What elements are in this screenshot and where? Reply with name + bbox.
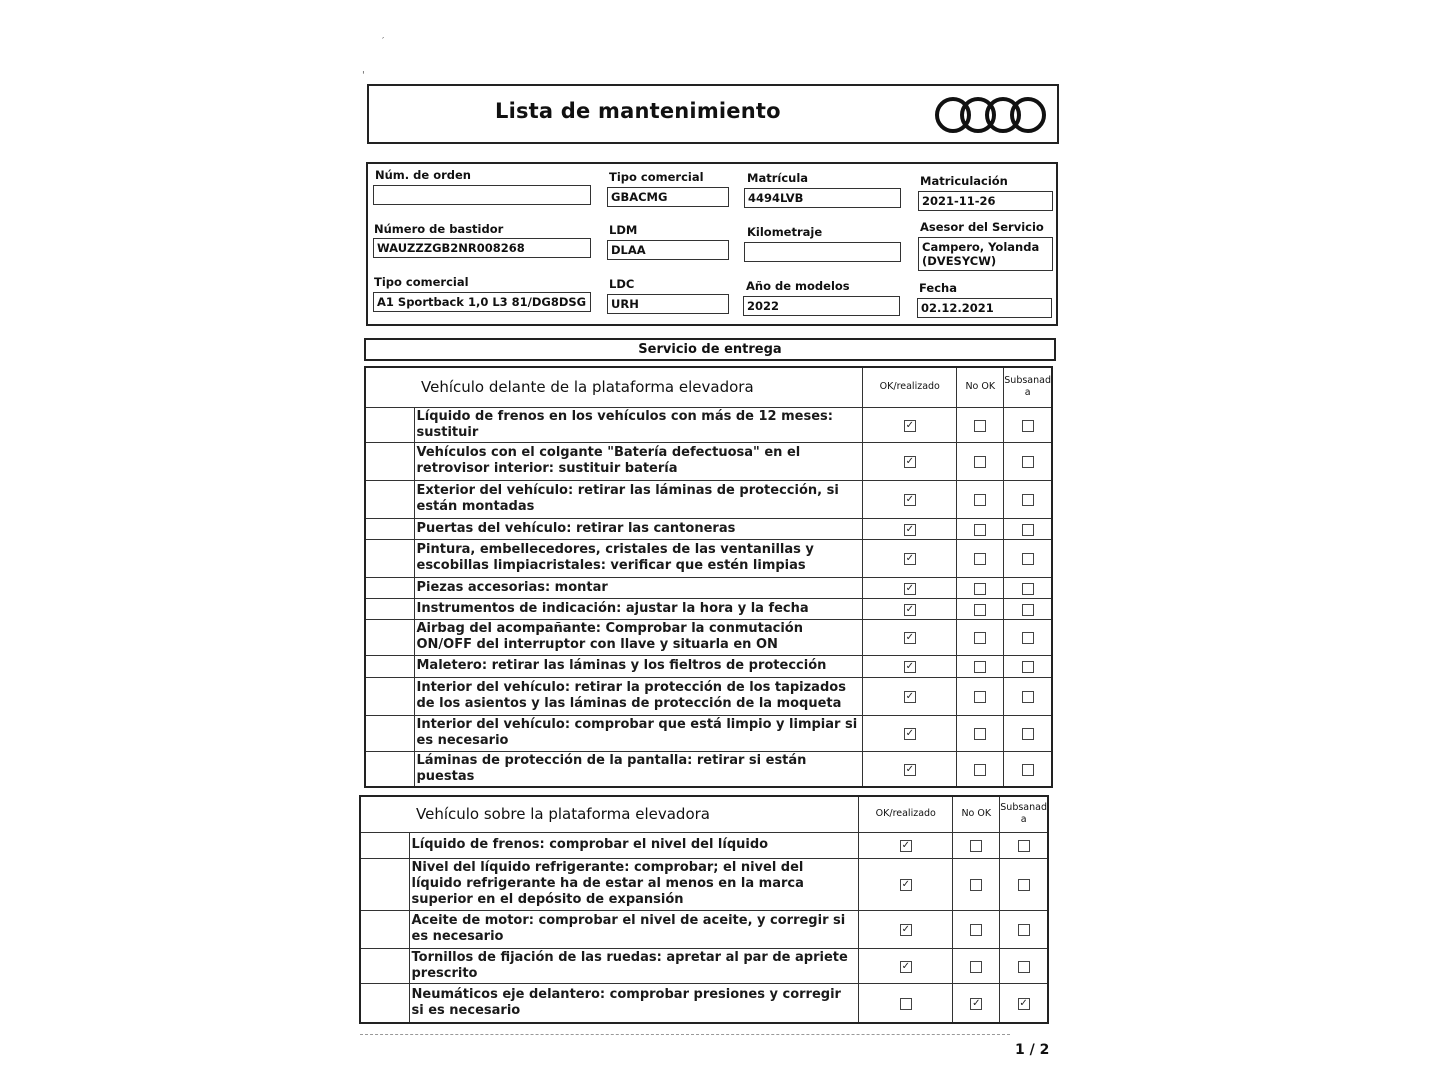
row-marker-cell [365,518,414,539]
cell-subsanado [1004,655,1052,677]
tipo-comercial-code-field[interactable]: GBACMG [607,187,729,207]
table-row [365,518,1052,539]
cell-ok [859,983,953,1023]
checkbox-subsanado[interactable] [1022,456,1034,468]
row-marker-cell [360,983,409,1023]
checkbox-ok[interactable] [900,998,912,1010]
page-number: 1 / 2 [1015,1042,1050,1058]
table-row [365,539,1052,577]
row-marker-cell [360,910,409,948]
task-description: Tornillos de fijación de las ruedas: apretar al par de apriete prescrito [409,948,859,983]
cell-no-ok [957,619,1004,655]
task-description: Interior del vehículo: retirar la protección de los tapizados de los asientos y las láminas de protección de la moqueta [414,677,863,715]
checkbox-no-ok[interactable] [974,661,986,673]
table-row [365,677,1052,715]
checkbox-subsanado[interactable] [1018,879,1030,891]
audi-logo-icon [933,95,1047,135]
cell-no-ok [957,677,1004,715]
cell-ok [863,480,957,518]
checkbox-no-ok[interactable] [974,456,986,468]
checked-checkbox-ok[interactable]: ✓ [901,879,910,890]
checked-checkbox-no-ok[interactable]: ✓ [972,997,981,1009]
table-title: Vehículo delante de la plataforma elevadora [365,367,863,407]
table-row [360,983,1048,1023]
checkbox-no-ok[interactable] [970,840,982,852]
cell-subsanado [1000,832,1048,858]
col-no-ok-header: No OK [953,796,1000,832]
cell-no-ok [957,655,1004,677]
cell-no-ok [957,442,1004,480]
cell-no-ok [953,910,1000,948]
task-description: Líquido de frenos: comprobar el nivel del líquido [409,832,859,858]
cell-subsanado [1004,480,1052,518]
cell-no-ok [957,751,1004,787]
checkbox-no-ok[interactable] [974,604,986,616]
cell-ok [859,832,953,858]
checkbox-subsanado[interactable] [1022,728,1034,740]
checked-checkbox-ok[interactable]: ✓ [905,553,914,564]
matriculacion-field[interactable]: 2021-11-26 [918,191,1053,211]
col-ok-header: OK/realizado [859,796,953,832]
checkbox-no-ok[interactable] [974,728,986,740]
cell-subsanado [1004,598,1052,619]
checkbox-subsanado[interactable] [1018,961,1030,973]
checkbox-no-ok[interactable] [974,494,986,506]
cell-subsanado [1004,751,1052,787]
cell-no-ok [957,480,1004,518]
checkbox-no-ok[interactable] [970,924,982,936]
cell-ok [859,910,953,948]
kilometraje-label: Kilometraje [747,225,823,239]
row-marker-cell [360,832,409,858]
cell-no-ok [953,858,1000,910]
asesor-field[interactable]: Campero, Yolanda (DVESYCW) [918,237,1053,271]
task-description: Interior del vehículo: comprobar que está limpio y limpiar si es necesario [414,715,863,751]
task-description: Neumáticos eje delantero: comprobar presiones y corregir si es necesario [409,983,859,1023]
cell-subsanado [1004,539,1052,577]
task-description: Nivel del líquido refrigerante: comprobar; el nivel del líquido refrigerante ha de estar al menos en la marca superior en el depósito de expansión [409,858,859,910]
task-description: Exterior del vehículo: retirar las láminas de protección, si están montadas [414,480,863,518]
col-subsanado-header: Subsanad a [1000,796,1048,832]
cell-ok [863,715,957,751]
checkbox-subsanado[interactable] [1022,583,1034,595]
footer-divider [360,1034,1010,1035]
checkbox-no-ok[interactable] [970,879,982,891]
cell-no-ok [953,948,1000,983]
cell-ok [863,677,957,715]
checked-checkbox-ok[interactable]: ✓ [905,456,914,467]
cell-ok [863,577,957,598]
checked-checkbox-ok[interactable]: ✓ [901,924,910,935]
table-row [365,480,1052,518]
vehicle-info-panel [366,162,1058,326]
table-row [360,832,1048,858]
kilometraje-field[interactable] [744,242,901,262]
col-subsanado-header: Subsanad a [1004,367,1052,407]
table-row [360,948,1048,983]
checkbox-no-ok[interactable] [974,553,986,565]
cell-no-ok [953,983,1000,1023]
checklist-table-front [364,366,1053,788]
table-row [365,655,1052,677]
cell-subsanado [1000,910,1048,948]
cell-subsanado [1004,518,1052,539]
cell-no-ok [957,518,1004,539]
table-row [365,442,1052,480]
table-row [365,598,1052,619]
row-marker-cell [365,619,414,655]
cell-no-ok [957,407,1004,442]
fecha-label: Fecha [919,281,957,295]
cell-subsanado [1000,858,1048,910]
checked-checkbox-subsanado[interactable]: ✓ [1019,997,1028,1009]
cell-subsanado [1004,677,1052,715]
tipo-comercial-model-field[interactable]: A1 Sportback 1,0 L3 81/DG8DSG [373,292,591,312]
cell-subsanado [1004,619,1052,655]
checkbox-subsanado[interactable] [1018,840,1030,852]
row-marker-cell [360,858,409,910]
col-no-ok-header: No OK [957,367,1004,407]
cell-subsanado [1004,407,1052,442]
asesor-label: Asesor del Servicio [920,220,1044,234]
checked-checkbox-ok[interactable]: ✓ [905,661,914,672]
checked-checkbox-ok[interactable]: ✓ [905,632,914,643]
col-ok-header: OK/realizado [863,367,957,407]
ano-modelos-label: Año de modelos [746,279,850,293]
checkbox-subsanado[interactable] [1022,691,1034,703]
checkbox-no-ok[interactable] [974,632,986,644]
cell-ok [863,751,957,787]
tipo-comercial-code-label: Tipo comercial [609,170,704,184]
checkbox-subsanado[interactable] [1018,924,1030,936]
row-marker-cell [365,598,414,619]
row-marker-cell [360,948,409,983]
task-description: Pintura, embellecedores, cristales de las ventanillas y escobillas limpiacristales: verificar que estén limpias [414,539,863,577]
cell-ok [863,655,957,677]
table-row [365,407,1052,442]
cell-ok [863,442,957,480]
checked-checkbox-ok[interactable]: ✓ [901,960,910,972]
checkbox-no-ok[interactable] [974,583,986,595]
row-marker-cell [365,655,414,677]
scan-artifact: ′ [382,36,385,47]
table-row [365,619,1052,655]
row-marker-cell [365,480,414,518]
checkbox-subsanado[interactable] [1022,494,1034,506]
checkbox-subsanado[interactable] [1022,420,1034,432]
task-description: Puertas del vehículo: retirar las cantoneras [414,518,863,539]
cell-ok [863,518,957,539]
row-marker-cell [365,577,414,598]
checkbox-no-ok[interactable] [974,524,986,536]
table-row [365,751,1052,787]
ldc-field[interactable]: URH [607,294,729,314]
document-title: Lista de mantenimiento [495,99,781,123]
cell-ok [863,539,957,577]
checkbox-subsanado[interactable] [1022,604,1034,616]
cell-no-ok [953,832,1000,858]
document-header [367,84,1059,144]
section-title: Servicio de entrega [364,338,1056,361]
numero-bastidor-label: Número de bastidor [374,222,504,236]
checkbox-no-ok[interactable] [974,764,986,776]
ldm-label: LDM [609,223,638,237]
task-description: Instrumentos de indicación: ajustar la hora y la fecha [414,598,863,619]
checked-checkbox-ok[interactable]: ✓ [901,840,910,851]
row-marker-cell [365,442,414,480]
row-marker-cell [365,539,414,577]
row-marker-cell [365,407,414,442]
checkbox-no-ok[interactable] [970,961,982,973]
cell-no-ok [957,577,1004,598]
cell-ok [859,858,953,910]
tipo-comercial-model-label: Tipo comercial [374,275,469,289]
cell-no-ok [957,539,1004,577]
ldc-label: LDC [609,277,635,291]
row-marker-cell [365,751,414,787]
cell-ok [863,619,957,655]
checkbox-subsanado[interactable] [1022,524,1034,536]
table-title: Vehículo sobre la plataforma elevadora [360,796,859,832]
task-description: Maletero: retirar las láminas y los fieltros de protección [414,655,863,677]
task-description: Líquido de frenos en los vehículos con más de 12 meses: sustituir [414,407,863,442]
checkbox-subsanado[interactable] [1022,632,1034,644]
num-orden-field[interactable] [373,185,591,205]
checked-checkbox-ok[interactable]: ✓ [905,523,914,535]
cell-subsanado [1000,983,1048,1023]
checked-checkbox-ok[interactable]: ✓ [905,582,914,594]
cell-ok [863,598,957,619]
task-description: Vehículos con el colgante "Batería defectuosa" en el retrovisor interior: sustituir batería [414,442,863,480]
ldm-field[interactable]: DLAA [607,240,729,260]
cell-subsanado [1004,715,1052,751]
table-row [365,715,1052,751]
cell-no-ok [957,598,1004,619]
ano-modelos-field[interactable]: 2022 [743,296,900,316]
checked-checkbox-ok[interactable]: ✓ [905,494,914,505]
task-description: Piezas accesorias: montar [414,577,863,598]
table-row [360,858,1048,910]
checkbox-no-ok[interactable] [974,691,986,703]
cell-subsanado [1004,577,1052,598]
cell-no-ok [957,715,1004,751]
checked-checkbox-ok[interactable]: ✓ [905,763,914,775]
row-marker-cell [365,715,414,751]
checkbox-subsanado[interactable] [1022,661,1034,673]
checkbox-subsanado[interactable] [1022,553,1034,565]
scan-artifact: ' [362,70,365,81]
table-row [365,577,1052,598]
checked-checkbox-ok[interactable]: ✓ [905,603,914,615]
cell-subsanado [1004,442,1052,480]
row-marker-cell [365,677,414,715]
numero-bastidor-field[interactable]: WAUZZZGB2NR008268 [373,238,591,258]
checked-checkbox-ok[interactable]: ✓ [905,691,914,702]
num-orden-label: Núm. de orden [375,168,471,182]
checked-checkbox-ok[interactable]: ✓ [905,419,914,431]
task-description: Láminas de protección de la pantalla: retirar si están puestas [414,751,863,787]
cell-ok [863,407,957,442]
checked-checkbox-ok[interactable]: ✓ [905,728,914,739]
matricula-field[interactable]: 4494LVB [744,188,901,208]
fecha-field[interactable]: 02.12.2021 [917,298,1052,318]
task-description: Airbag del acompañante: Comprobar la conmutación ON/OFF del interruptor con llave y situarla en ON [414,619,863,655]
table-row [360,910,1048,948]
task-description: Aceite de motor: comprobar el nivel de aceite, y corregir si es necesario [409,910,859,948]
matricula-label: Matrícula [747,171,809,185]
checkbox-no-ok[interactable] [974,420,986,432]
checklist-table-lift [359,795,1049,1024]
matriculacion-label: Matriculación [920,174,1008,188]
cell-subsanado [1000,948,1048,983]
checkbox-subsanado[interactable] [1022,764,1034,776]
cell-ok [859,948,953,983]
